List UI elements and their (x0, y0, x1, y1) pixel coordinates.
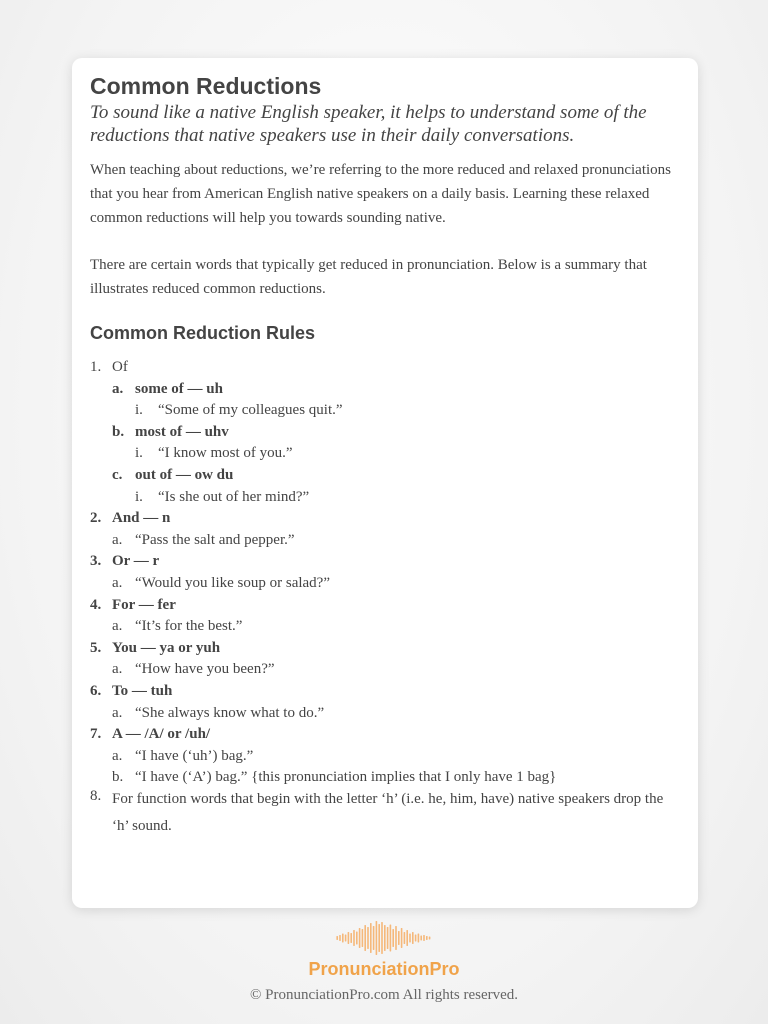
rule-marker: 3. (90, 553, 102, 570)
rule-marker: 4. (90, 596, 102, 613)
rule-marker: a. (112, 661, 123, 678)
rule-text: “I have (‘A’) bag.” {this pronunciation implies that I only have 1 bag} (135, 769, 557, 786)
rule-text: And — n (112, 510, 171, 527)
intro-paragraph: When teaching about reductions, we’re referring to the more reduced and relaxed pronunciations that you hear from American English native speakers on a daily basis. Learning these relaxed common reductions will help you towards sounding native. (90, 162, 672, 226)
rule-marker: c. (112, 466, 123, 483)
rule-text: some of — uh (135, 380, 223, 397)
rule-text: out of — ow du (135, 466, 234, 483)
rule-marker: i. (135, 488, 143, 505)
rule-marker: 2. (90, 510, 102, 527)
rule-item (90, 724, 680, 746)
rule-text: “I know most of you.” (158, 445, 293, 462)
rule-marker: a. (112, 704, 123, 721)
rule-item (90, 508, 680, 530)
rule-text: To — tuh (112, 682, 173, 699)
rule-text: A — /A/ or /uh/ (112, 726, 211, 743)
rule-example (90, 443, 680, 465)
rule-text: Or — r (112, 553, 160, 570)
rule-text: For — fer (112, 596, 176, 613)
rule-subitem (90, 465, 680, 487)
rule-text: Of (112, 359, 128, 375)
rules-heading: Common Reduction Rules (90, 323, 316, 343)
rule-marker: 5. (90, 639, 102, 656)
rule-item (90, 357, 680, 379)
rule-item (90, 681, 680, 703)
rule-text: “How have you been?” (135, 661, 275, 678)
document-card (72, 58, 698, 908)
rule-item (90, 786, 680, 840)
summary-paragraph: There are certain words that typically get reduced in pronunciation. Below is a summary that illustrates reduced common reductions. (90, 257, 647, 297)
rule-text: “She always know what to do.” (135, 704, 325, 721)
page-title: Common Reductions (90, 73, 322, 99)
rule-text: “Some of my colleagues quit.” (158, 402, 343, 419)
rule-item (90, 551, 680, 573)
rule-text: “Pass the salt and pepper.” (135, 531, 295, 548)
rule-marker: 6. (90, 682, 102, 699)
page-subtitle: To sound like a native English speaker, it helps to understand some of the reductions that native speakers use in their daily conversations. (90, 102, 647, 146)
rule-item (90, 638, 680, 660)
rule-subitem (90, 379, 680, 401)
rule-example (90, 530, 680, 552)
rule-marker: i. (135, 402, 143, 419)
rule-marker: b. (112, 423, 125, 440)
rule-text: “I have (‘uh’) bag.” (135, 747, 254, 764)
rule-example (90, 659, 680, 681)
rules-list (90, 357, 680, 840)
rule-marker: a. (112, 380, 124, 397)
brand-logo-text: PronunciationPro (308, 959, 460, 979)
rule-example (90, 703, 680, 725)
rule-marker: 1. (90, 359, 102, 375)
copyright-text: © PronunciationPro.com All rights reserved. (249, 987, 519, 1003)
rule-marker: i. (135, 445, 143, 462)
page-footer (0, 920, 768, 1005)
rule-text: For function words that begin with the letter ‘h’ (i.e. he, him, have) native speakers drop the ‘h’ sound. (112, 790, 664, 834)
rule-marker: b. (112, 769, 124, 786)
rule-example (90, 746, 680, 768)
rule-marker: 7. (90, 726, 102, 743)
rule-example (90, 573, 680, 595)
rule-marker: 8. (90, 787, 102, 804)
rule-item (90, 595, 680, 617)
rule-example (90, 487, 680, 509)
rule-marker: a. (112, 574, 123, 591)
rule-marker: a. (112, 747, 123, 764)
rule-subitem (90, 422, 680, 444)
rule-text: “It’s for the best.” (135, 618, 243, 635)
rule-text: “Would you like soup or salad?” (135, 574, 330, 591)
rule-text: most of — uhv (135, 423, 229, 440)
rule-text: You — ya or yuh (112, 639, 221, 656)
sound-wave-icon (336, 920, 432, 956)
rule-marker: a. (112, 531, 123, 548)
rule-example (90, 616, 680, 638)
rule-example (90, 400, 680, 422)
rule-marker: a. (112, 618, 123, 635)
rule-text: “Is she out of her mind?” (158, 488, 310, 505)
